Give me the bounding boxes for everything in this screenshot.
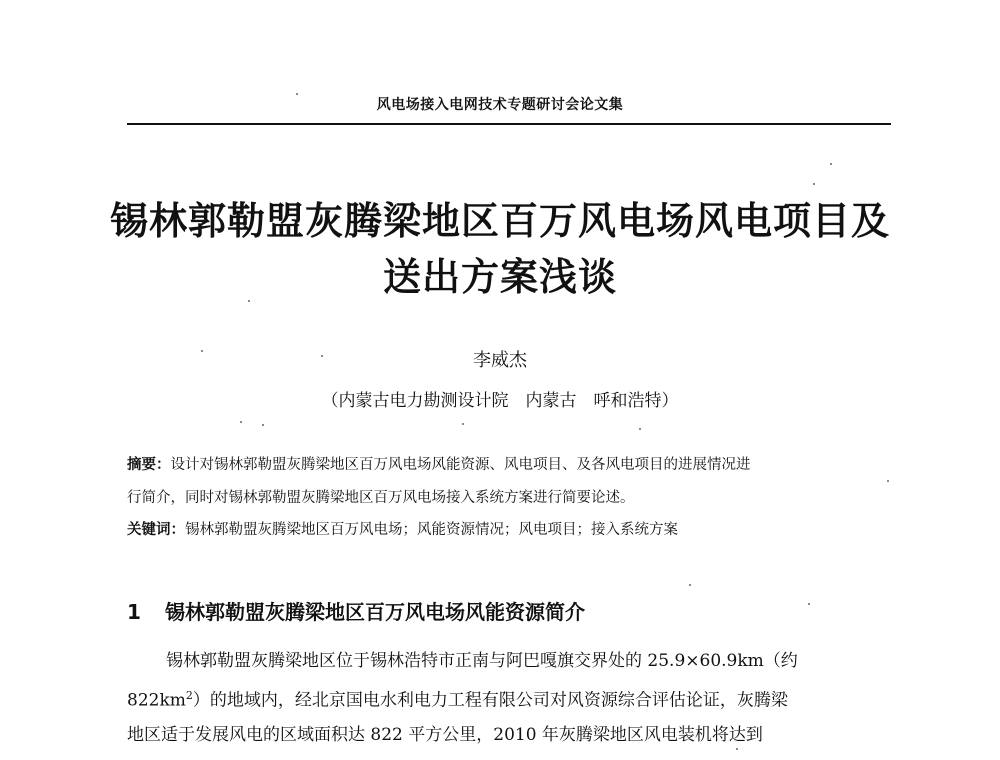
abstract-line-1 <box>127 458 751 473</box>
scan-speck <box>240 421 242 423</box>
paper-title-line-1: 锡林郭勒盟灰腾梁地区百万风电场风电项目及 <box>109 199 890 243</box>
keywords-line <box>127 523 678 538</box>
scan-speck <box>296 93 298 95</box>
scan-speck <box>887 480 889 482</box>
section-1-heading <box>127 596 585 625</box>
keywords-label: 关键词： <box>127 522 185 538</box>
paper-title-line-2: 送出方案浅谈 <box>382 255 617 299</box>
scan-speck <box>813 183 815 185</box>
scan-speck <box>736 748 738 750</box>
scan-speck <box>248 300 250 302</box>
area-superscript: 2 <box>185 689 193 702</box>
abstract-line-2: 行简介，同时对锡林郭勒盟灰腾梁地区百万风电场接入系统方案进行简要论述。 <box>127 490 635 506</box>
scan-speck <box>639 428 641 430</box>
abstract-label: 摘要： <box>127 457 171 473</box>
abstract-text-1: 设计对锡林郭勒盟灰腾梁地区百万风电场风能资源、风电项目、及各风电项目的进展情况进 <box>170 457 751 473</box>
scan-speck <box>830 163 832 165</box>
scan-speck <box>808 603 810 605</box>
body-text-2: ）的地域内，经北京国电水利电力工程有限公司对风资源综合评估论证，灰腾梁 <box>192 690 788 711</box>
body-paragraph-line-2 <box>127 690 788 710</box>
body-paragraph-line-1: 锡林郭勒盟灰腾梁地区位于锡林浩特市正南与阿巴嘎旗交界处的 25.9×60.9km（约 <box>166 651 798 671</box>
author-name: 李威杰 <box>473 350 527 371</box>
scan-speck <box>689 584 691 586</box>
running-header: 风电场接入电网技术专题研讨会论文集 <box>376 97 624 113</box>
scan-speck <box>201 350 203 352</box>
section-number: 1 <box>127 600 141 624</box>
header-rule <box>127 123 891 125</box>
body-paragraph-line-3: 地区适于发展风电的区域面积达 822 平方公里，2010 年灰腾梁地区风电装机将达到 <box>127 725 763 745</box>
scan-speck <box>262 424 264 426</box>
section-title: 锡林郭勒盟灰腾梁地区百万风电场风能资源简介 <box>165 600 585 624</box>
area-value: 822km <box>127 690 186 711</box>
scan-speck <box>321 355 323 357</box>
keywords-text: 锡林郭勒盟灰腾梁地区百万风电场；风能资源情况；风电项目；接入系统方案 <box>185 522 678 538</box>
author-affiliation: （内蒙古电力勘测设计院 内蒙古 呼和浩特） <box>321 391 679 411</box>
scan-speck <box>462 423 464 425</box>
